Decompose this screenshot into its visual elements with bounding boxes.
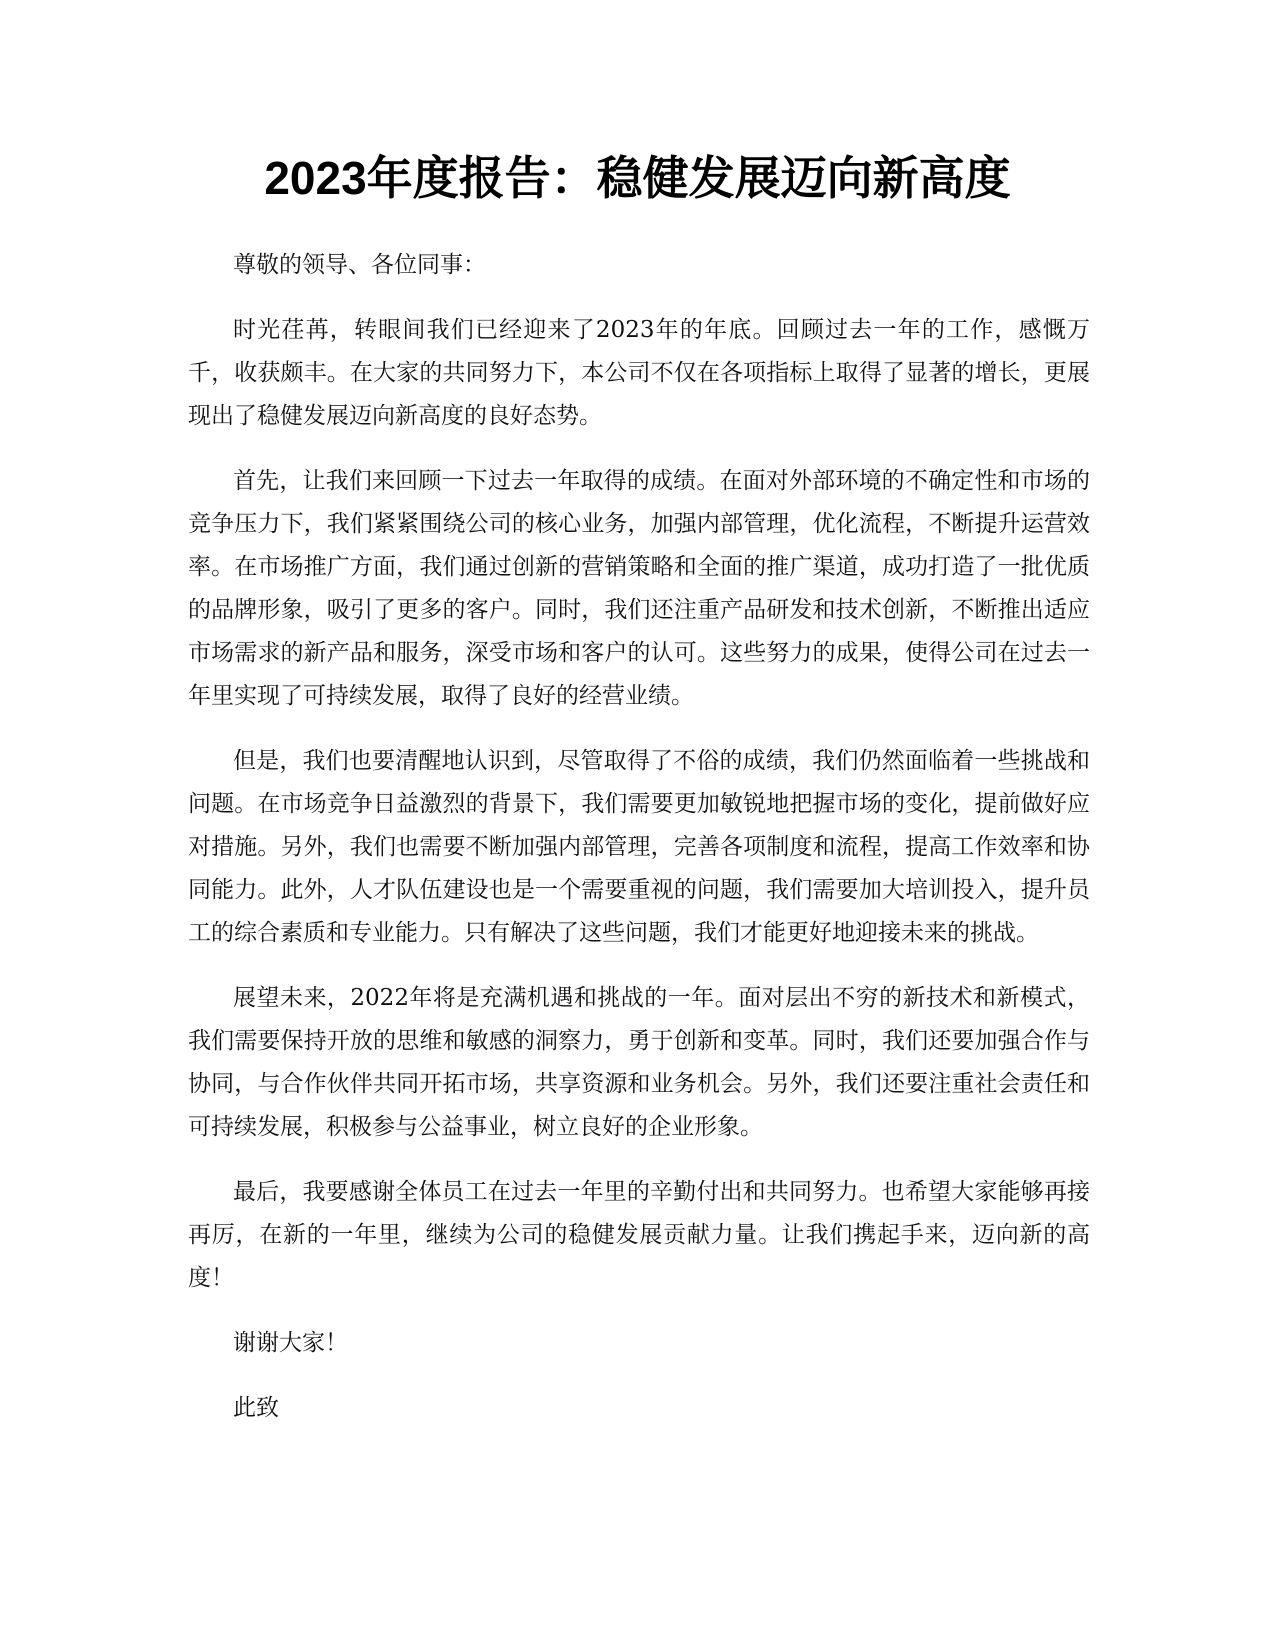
paragraph-achievements: 首先，让我们来回顾一下过去一年取得的成绩。在面对外部环境的不确定性和市场的竞争压力下，我们紧紧围绕公司的核心业务，加强内部管理，优化流程，不断提升运营效率。在市场推广方面，我们通过创新的营销策略和全面的推广渠道，成功打造了一批优质的品牌形象，吸引了更多的客户。同时，我们还注重产品研发和技术创新，不断推出适应市场需求的新产品和服务，深受市场和客户的认可。这些努力的成果，使得公司在过去一年里实现了可持续发展，取得了良好的经营业绩。	[188, 468, 1090, 709]
paragraph-thanks: 最后，我要感谢全体员工在过去一年里的辛勤付出和共同努力。也希望大家能够再接再厉，在新的一年里，继续为公司的稳健发展贡献力量。让我们携起手来，迈向新的高度！	[188, 1179, 1090, 1291]
paragraph-intro: 时光荏苒，转眼间我们已经迎来了2023年的年底。回顾过去一年的工作，感慨万千，收获颇丰。在大家的共同努力下，本公司不仅在各项指标上取得了显著的增长，更展现出了稳健发展迈向新高度的良好态势。	[188, 317, 1090, 429]
closing-thanks: 谢谢大家！	[233, 1330, 348, 1356]
paragraph-outlook: 展望未来，2022年将是充满机遇和挑战的一年。面对层出不穷的新技术和新模式，我们需要保持开放的思维和敏感的洞察力，勇于创新和变革。同时，我们还要加强合作与协同，与合作伙伴共同开拓市场，共享资源和业务机会。另外，我们还要注重社会责任和可持续发展，积极参与公益事业，树立良好的企业形象。	[188, 985, 1090, 1140]
closing-regards: 此致	[233, 1395, 279, 1421]
document-title: 2023年度报告：稳健发展迈向新高度	[264, 152, 1011, 204]
salutation: 尊敬的领导、各位同事：	[233, 252, 486, 278]
paragraph-challenges: 但是，我们也要清醒地认识到，尽管取得了不俗的成绩，我们仍然面临着一些挑战和问题。在市场竞争日益激烈的背景下，我们需要更加敏锐地把握市场的变化，提前做好应对措施。另外，我们也需要不断加强内部管理，完善各项制度和流程，提高工作效率和协同能力。此外，人才队伍建设也是一个需要重视的问题，我们需要加大培训投入，提升员工的综合素质和专业能力。只有解决了这些问题，我们才能更好地迎接未来的挑战。	[188, 748, 1090, 946]
document-body	[188, 244, 1090, 1452]
